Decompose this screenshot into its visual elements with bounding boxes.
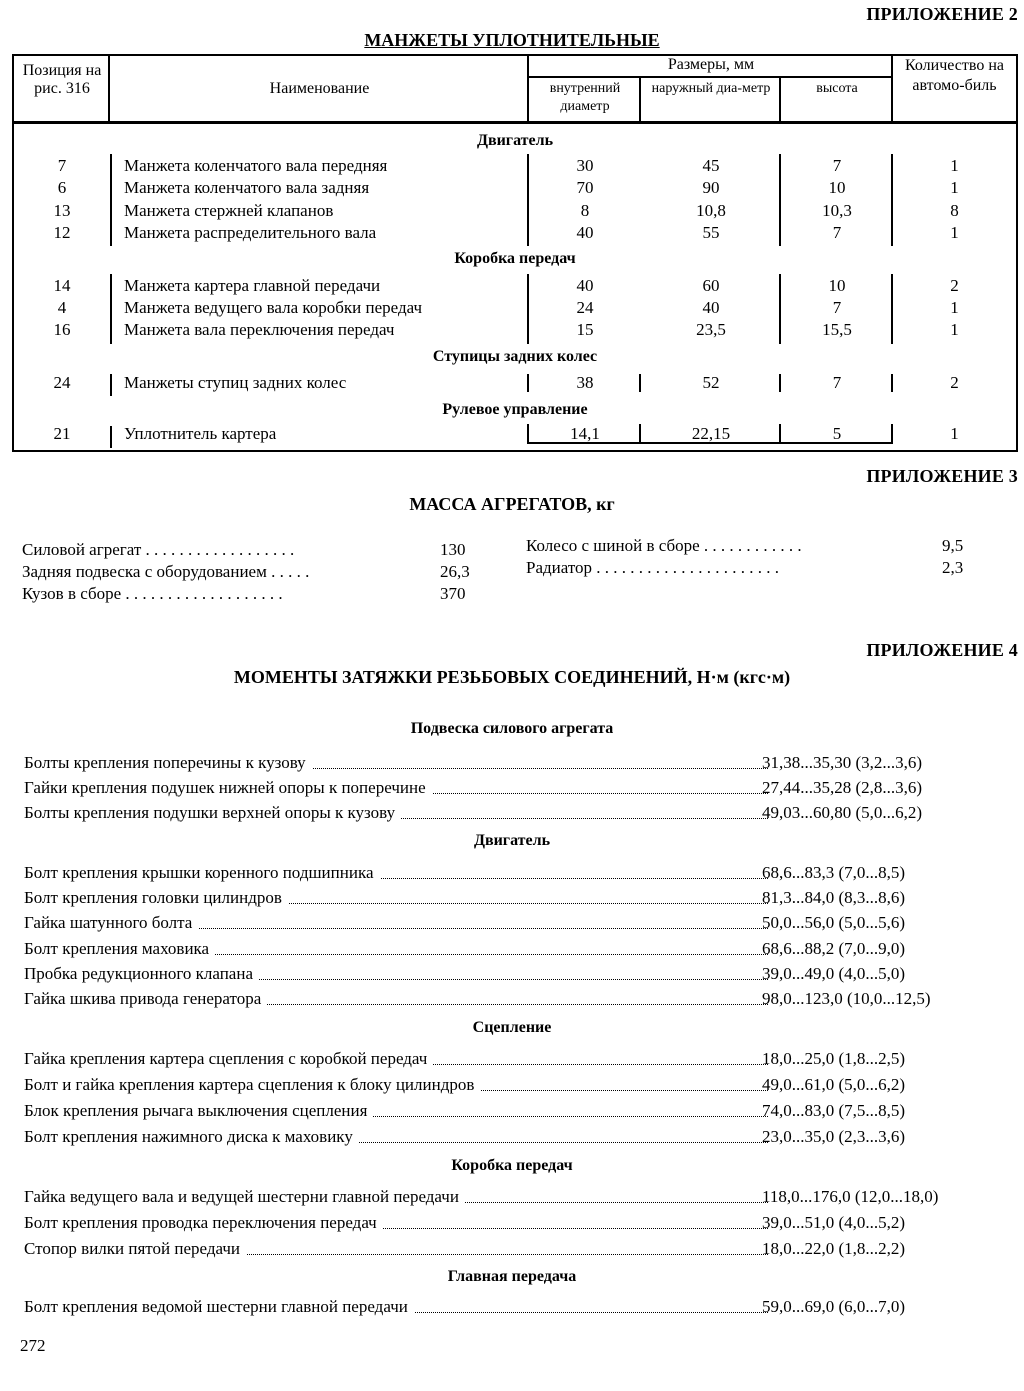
appendix-4-label: ПРИЛОЖЕНИЕ 4 — [866, 640, 1018, 660]
group-title-engine: Двигатель — [476, 132, 554, 149]
seals-table-title: МАНЖЕТЫ УПЛОТНИТЕЛЬНЫЕ — [364, 30, 660, 50]
torque-item: Болт крепления нажимного диска к маховику 23,0...35,0 (2,3...3,6) — [24, 1127, 906, 1146]
torque-item: Болт и гайка крепления картера сцепления к блоку цилиндров 49,0...61,0 (5,0...6,2) — [24, 1075, 906, 1094]
torque-item: Гайка крепления картера сцепления с коробкой передач 18,0...25,0 (1,8...2,5) — [24, 1049, 906, 1068]
torque-section-title: Сцепление — [472, 1019, 552, 1036]
torque-item: Болты крепления подушки верхней опоры к кузову 49,03...60,80 (5,0...6,2) — [24, 803, 923, 822]
page-number: 272 — [20, 1336, 46, 1355]
mass-list-left — [22, 540, 482, 606]
table-row: 14 Манжета картера главной передачи 40 60 10 2 — [53, 276, 959, 295]
mass-list-right — [526, 536, 986, 580]
group-title-steering: Рулевое управление — [442, 401, 588, 418]
table-row: 24 Манжеты ступиц задних колес 38 52 7 2 — [53, 373, 959, 392]
header-outer-diameter: наружный диа-метр — [651, 81, 771, 96]
header-position: Позиция на рис. 316 — [22, 62, 102, 97]
torque-item: Болт крепления ведомой шестерни главной передачи 59,0...69,0 (6,0...7,0) — [24, 1297, 906, 1316]
torque-section-title: Двигатель — [473, 832, 551, 849]
mass-item: Силовой агрегат . . . . . . . . . . . . . . . . . . 130 — [22, 540, 466, 559]
table-row: 6 Манжета коленчатого вала задняя 70 90 10 1 — [57, 178, 959, 197]
table-row: 4 Манжета ведущего вала коробки передач 24 40 7 1 — [57, 298, 959, 317]
mass-item: Радиатор . . . . . . . . . . . . . . . . . . . . . . 2,3 — [526, 558, 964, 577]
header-height: высота — [816, 81, 858, 96]
mass-item: Колесо с шиной в сборе . . . . . . . . . . . . 9,5 — [526, 536, 964, 555]
header-inner-diameter: внутренний диаметр — [549, 81, 621, 114]
torque-item: Гайки крепления подушек нижней опоры к поперечине 27,44...35,28 (2,8...3,6) — [24, 778, 923, 797]
torque-item: Болт крепления головки цилиндров 81,3...84,0 (8,3...8,6) — [24, 888, 906, 907]
torque-title: МОМЕНТЫ ЗАТЯЖКИ РЕЗЬБОВЫХ СОЕДИНЕНИЙ, Н·м (кгс·м) — [233, 667, 791, 687]
table-row: 7 Манжета коленчатого вала передняя 30 45 7 1 — [57, 156, 959, 175]
appendix-2-label: ПРИЛОЖЕНИЕ 2 — [866, 4, 1018, 24]
torque-section-title: Подвеска силового агрегата — [410, 720, 614, 737]
mass-title: МАССА АГРЕГАТОВ, кг — [409, 494, 615, 514]
table-row: 12 Манжета распределительного вала 40 55 7 1 — [53, 223, 959, 242]
seals-table-header — [14, 56, 1016, 124]
table-row: 13 Манжета стержней клапанов 8 10,8 10,3 8 — [53, 201, 959, 220]
header-quantity: Количество на автомо-биль — [905, 57, 1004, 94]
mass-item: Кузов в сборе . . . . . . . . . . . . . . . . . . . 370 — [22, 584, 466, 603]
seals-table — [12, 54, 1018, 452]
group-title-gearbox: Коробка передач — [454, 250, 576, 267]
torque-item: Болт крепления крышки коренного подшипника 68,6...83,3 (7,0...8,5) — [24, 863, 906, 882]
group-title-rear-hubs: Ступицы задних колес — [432, 348, 598, 365]
torque-section-title: Коробка передач — [451, 1157, 573, 1174]
table-row: 21 Уплотнитель картера 14,1 22,15 5 1 — [53, 424, 959, 443]
header-sizes: Размеры, мм — [667, 56, 755, 73]
torque-item: Болт крепления маховика 68,6...88,2 (7,0...9,0) — [24, 939, 906, 958]
appendix-3-label: ПРИЛОЖЕНИЕ 3 — [866, 466, 1018, 486]
torque-item: Гайка шатунного болта 50,0...56,0 (5,0...5,6) — [24, 913, 906, 932]
torque-item: Гайка шкива привода генератора 98,0...123,0 (10,0...12,5) — [24, 989, 931, 1008]
torque-item: Болты крепления поперечины к кузову 31,38...35,30 (3,2...3,6) — [24, 753, 923, 772]
mass-item: Задняя подвеска с оборудованием . . . . . 26,3 — [22, 562, 470, 581]
torque-item: Блок крепления рычага выключения сцепления 74,0...83,0 (7,5...8,5) — [24, 1101, 906, 1120]
torque-item: Болт крепления проводка переключения передач 39,0...51,0 (4,0...5,2) — [24, 1213, 906, 1232]
torque-item: Пробка редукционного клапана 39,0...49,0 (4,0...5,0) — [24, 964, 906, 983]
torque-item: Гайка ведущего вала и ведущей шестерни главной передачи 118,0...176,0 (12,0...18,0) — [24, 1187, 939, 1206]
torque-section-title: Главная передача — [447, 1268, 577, 1285]
table-row: 16 Манжета вала переключения передач 15 23,5 15,5 1 — [53, 320, 959, 339]
torque-item: Стопор вилки пятой передачи 18,0...22,0 (1,8...2,2) — [24, 1239, 906, 1258]
header-name: Наименование — [269, 80, 370, 97]
